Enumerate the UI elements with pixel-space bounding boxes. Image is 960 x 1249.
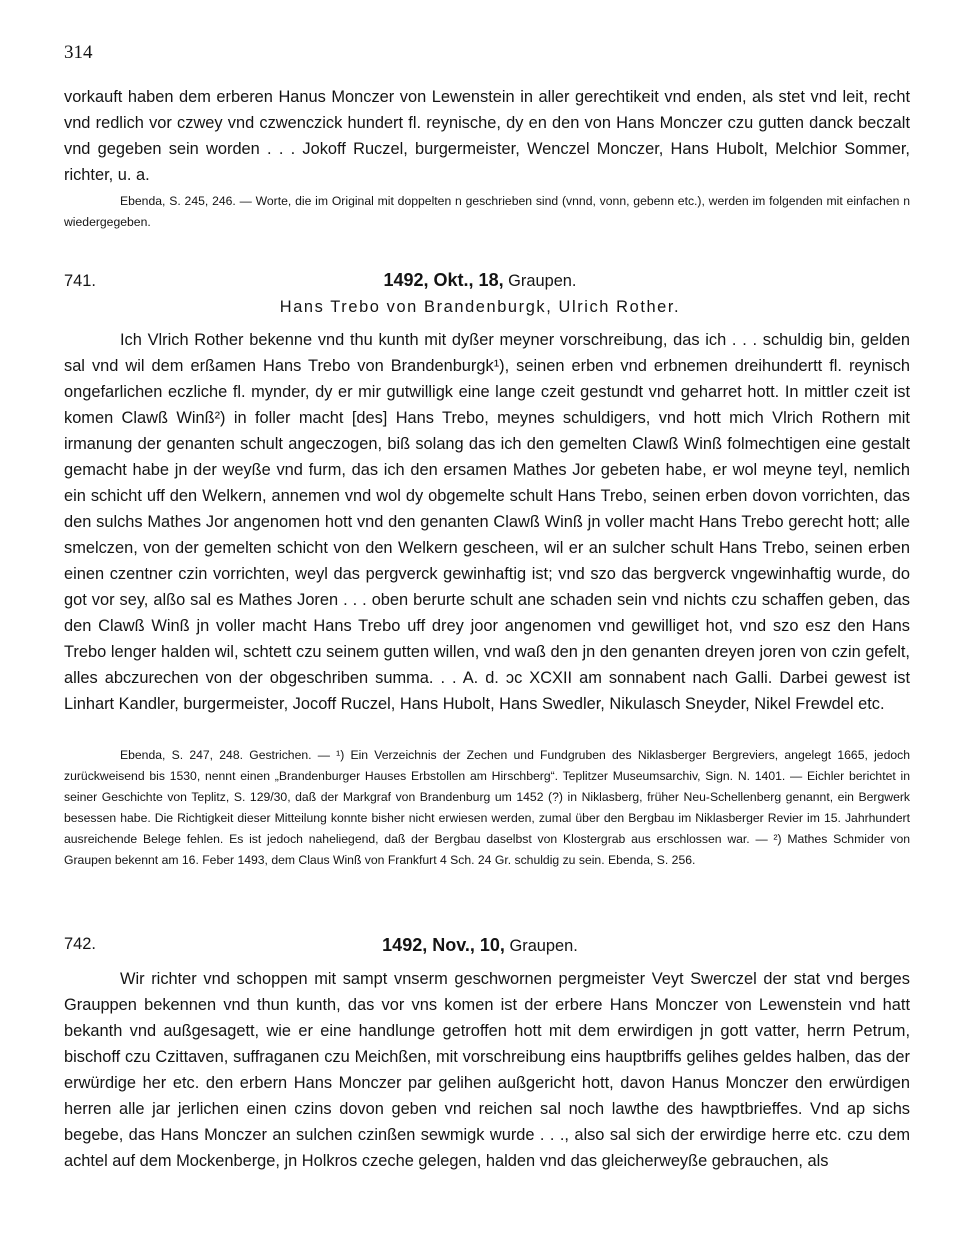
continuation-note-text: Ebenda, S. 245, 246. — Worte, die im Original mit doppelten n geschrieben sind (vnnd, vonn, gebenn etc.), werden im folgenden mit einfachen n wiedergegeben.: [64, 194, 910, 229]
entry-742-date: 1492, Nov., 10,: [382, 935, 505, 955]
entry-742-place: Graupen.: [509, 937, 578, 955]
entry-742-heading: [0, 935, 960, 956]
continuation-paragraph: [64, 84, 910, 188]
entry-742-body: [64, 966, 910, 1174]
entry-741-date: 1492, Okt., 18,: [383, 270, 504, 290]
entry-741-footnote: [64, 745, 910, 871]
page-number: 314: [64, 42, 93, 63]
entry-741-text: Ich Vlrich Rother bekenne vnd thu kunth mit dyßer meyner vorschreibung, das ich . . . schuldig bin, gelden sal vnd wil dem erßamen Hans Trebo von Brandenburgk¹), seinen erben vnd erbnemen dreihundertt fl. reynisch ongefarlichen eczliche fl. mynder, dy er mir gutwilligk eine lange czeit gestundt vnd geharret hott. In mittler czeit ist komen Clawß Winß²) in foller macht [des] Hans Trebo, meynes schuldigers, vnd hott mich Vlrich Rothern mit irmanung der genanten schult angeczogen, biß solang das ich den gemelten Clawß Winß folmechtigen eine gestalt gemacht habe jn der weyße vnd furm, das ich den ersamen Mathes Jor gebeten habe, er wol meyne teyl, nemlich ein schicht uff den Welkern, annemen vnd wol dy obgemelte schult Hans Trebo, seinen erben dovon vorrichten, das den sulchs Mathes Jor angenomen hott vnd den genanten Clawß Winß jn voller macht Hans Trebo gerecht hott; alle smelczen, von der gemelten schicht von den Welkern gescheen, wil er an sulcher schult Hans Trebo, seinen erben einen czentner czin vorrichten, weyl das pergverck gewinhaftig ist; vnd szo das bergverck vngewinhaftig wurde, do got vor sey, alßo sal es Mathes Joren . . . oben berurte schult ane schaden sein vnd nichts czu schaffen geben, das den Clawß Winß jn voller macht Hans Trebo uff drey joor angenomen vnd gewilliget hot, vnd szo esz den Hans Trebo lenger halden wil, schtett czu seinem gutten willen, vnd waß den jn den genanten dreyen joren von czin gefelt, alles abczurechen von der obgeschriben summa. . . A. d. ↄc XCXII am sonnabent nach Galli. Darbei gewest ist Linhart Kandler, burgermeister, Jocoff Ruczel, Hans Hubolt, Hans Swedler, Nikulasch Sneyder, Nikel Frewdel etc.: [64, 331, 910, 713]
continuation-footnote: [64, 191, 910, 233]
entry-741-heading: [0, 270, 960, 291]
entry-741-note-text: Ebenda, S. 247, 248. Gestrichen. — ¹) Ein Verzeichnis der Zechen und Fundgruben des Niklasberger Bergreviers, angelegt 1665, jedoch zurückweisend bis 1530, nennt einen „Brandenburger Hauses Erbstollen am Hirschberg“. Teplitzer Museumsarchiv, Sign. N. 1401. — Eichler berichtet in seiner Geschichte von Teplitz, S. 129/30, daß der Markgraf von Brandenburg um 1452 (?) in Niklasberg, früher Neu-Schellenberg genannt, ein Bergwerk besessen habe. Die Richtigkeit dieser Mitteilung konnte bisher nicht erwiesen werden, zumal über den Bergbau im Niklasberger Revier im 15. Jahrhundert ausreichende Belege fehlen. Es ist jedoch naheliegend, daß der Bergbau daselbst von Klostergrab aus erschlossen war. — ²) Mathes Schmider von Graupen bekennt am 16. Feber 1493, dem Claus Winß von Frankfurt 4 Sch. 24 Gr. schuldig zu sein. Ebenda, S. 256.: [64, 748, 910, 867]
continuation-text: vorkauft haben dem erberen Hanus Monczer von Lewenstein in aller gerechtikeit vnd enden, als stet vnd leit, recht vnd redlich vor czwey vnd czwenczick hundert fl. reynische, dy en den von Hans Monczer czu gutten danck beczalt vnd gegeben sein worden . . . Jokoff Ruczel, burgermeister, Wenczel Monczer, Hans Hubolt, Melchior Sommer, richter, u. a.: [64, 88, 910, 184]
entry-742-text: Wir richter vnd schoppen mit sampt vnserm geschwornen pergmeister Veyt Swerczel der stat vnd berges Grauppen bekennen vnd thun kunth, das vor vns komen ist der erbere Hans Monczer von Lewenstein vnd hatt bekanth vnd außgesagett, wie er eine handlunge getroffen hott mit dem erwirdigen jn gott vatter, herrn Petrum, bischoff czu Czittaven, suffraganen czu Meichßen, mit vorschreibung eins hauptbriffs gelihes geldes halben, das der erwürdige her etc. den erbern Hans Monczer par gelihen außgericht hott, davon Hanus Monczer den erwürdigen herren alle jar jerlichen einen czins dovon geben vnd reichen sal noch lawthe des hawptbrieffes. Vnd ap sichs begebe, das Hans Monczer an sulchen czinßen sewmigk wurde . . ., also sal sich der erwirdige herre etc. czu dem achtel auf dem Mockenberge, jn Holkros czeche gelegen, halden vnd das gleicherweyße gebrauchen, als: [64, 970, 910, 1170]
entry-741-place: Graupen.: [508, 272, 577, 290]
entry-742-number: 742.: [64, 935, 96, 953]
entry-741-title: Hans Trebo von Brandenburgk, Ulrich Rother.: [279, 298, 681, 316]
entry-741-number: 741.: [64, 272, 96, 290]
entry-741-body: [64, 327, 910, 717]
